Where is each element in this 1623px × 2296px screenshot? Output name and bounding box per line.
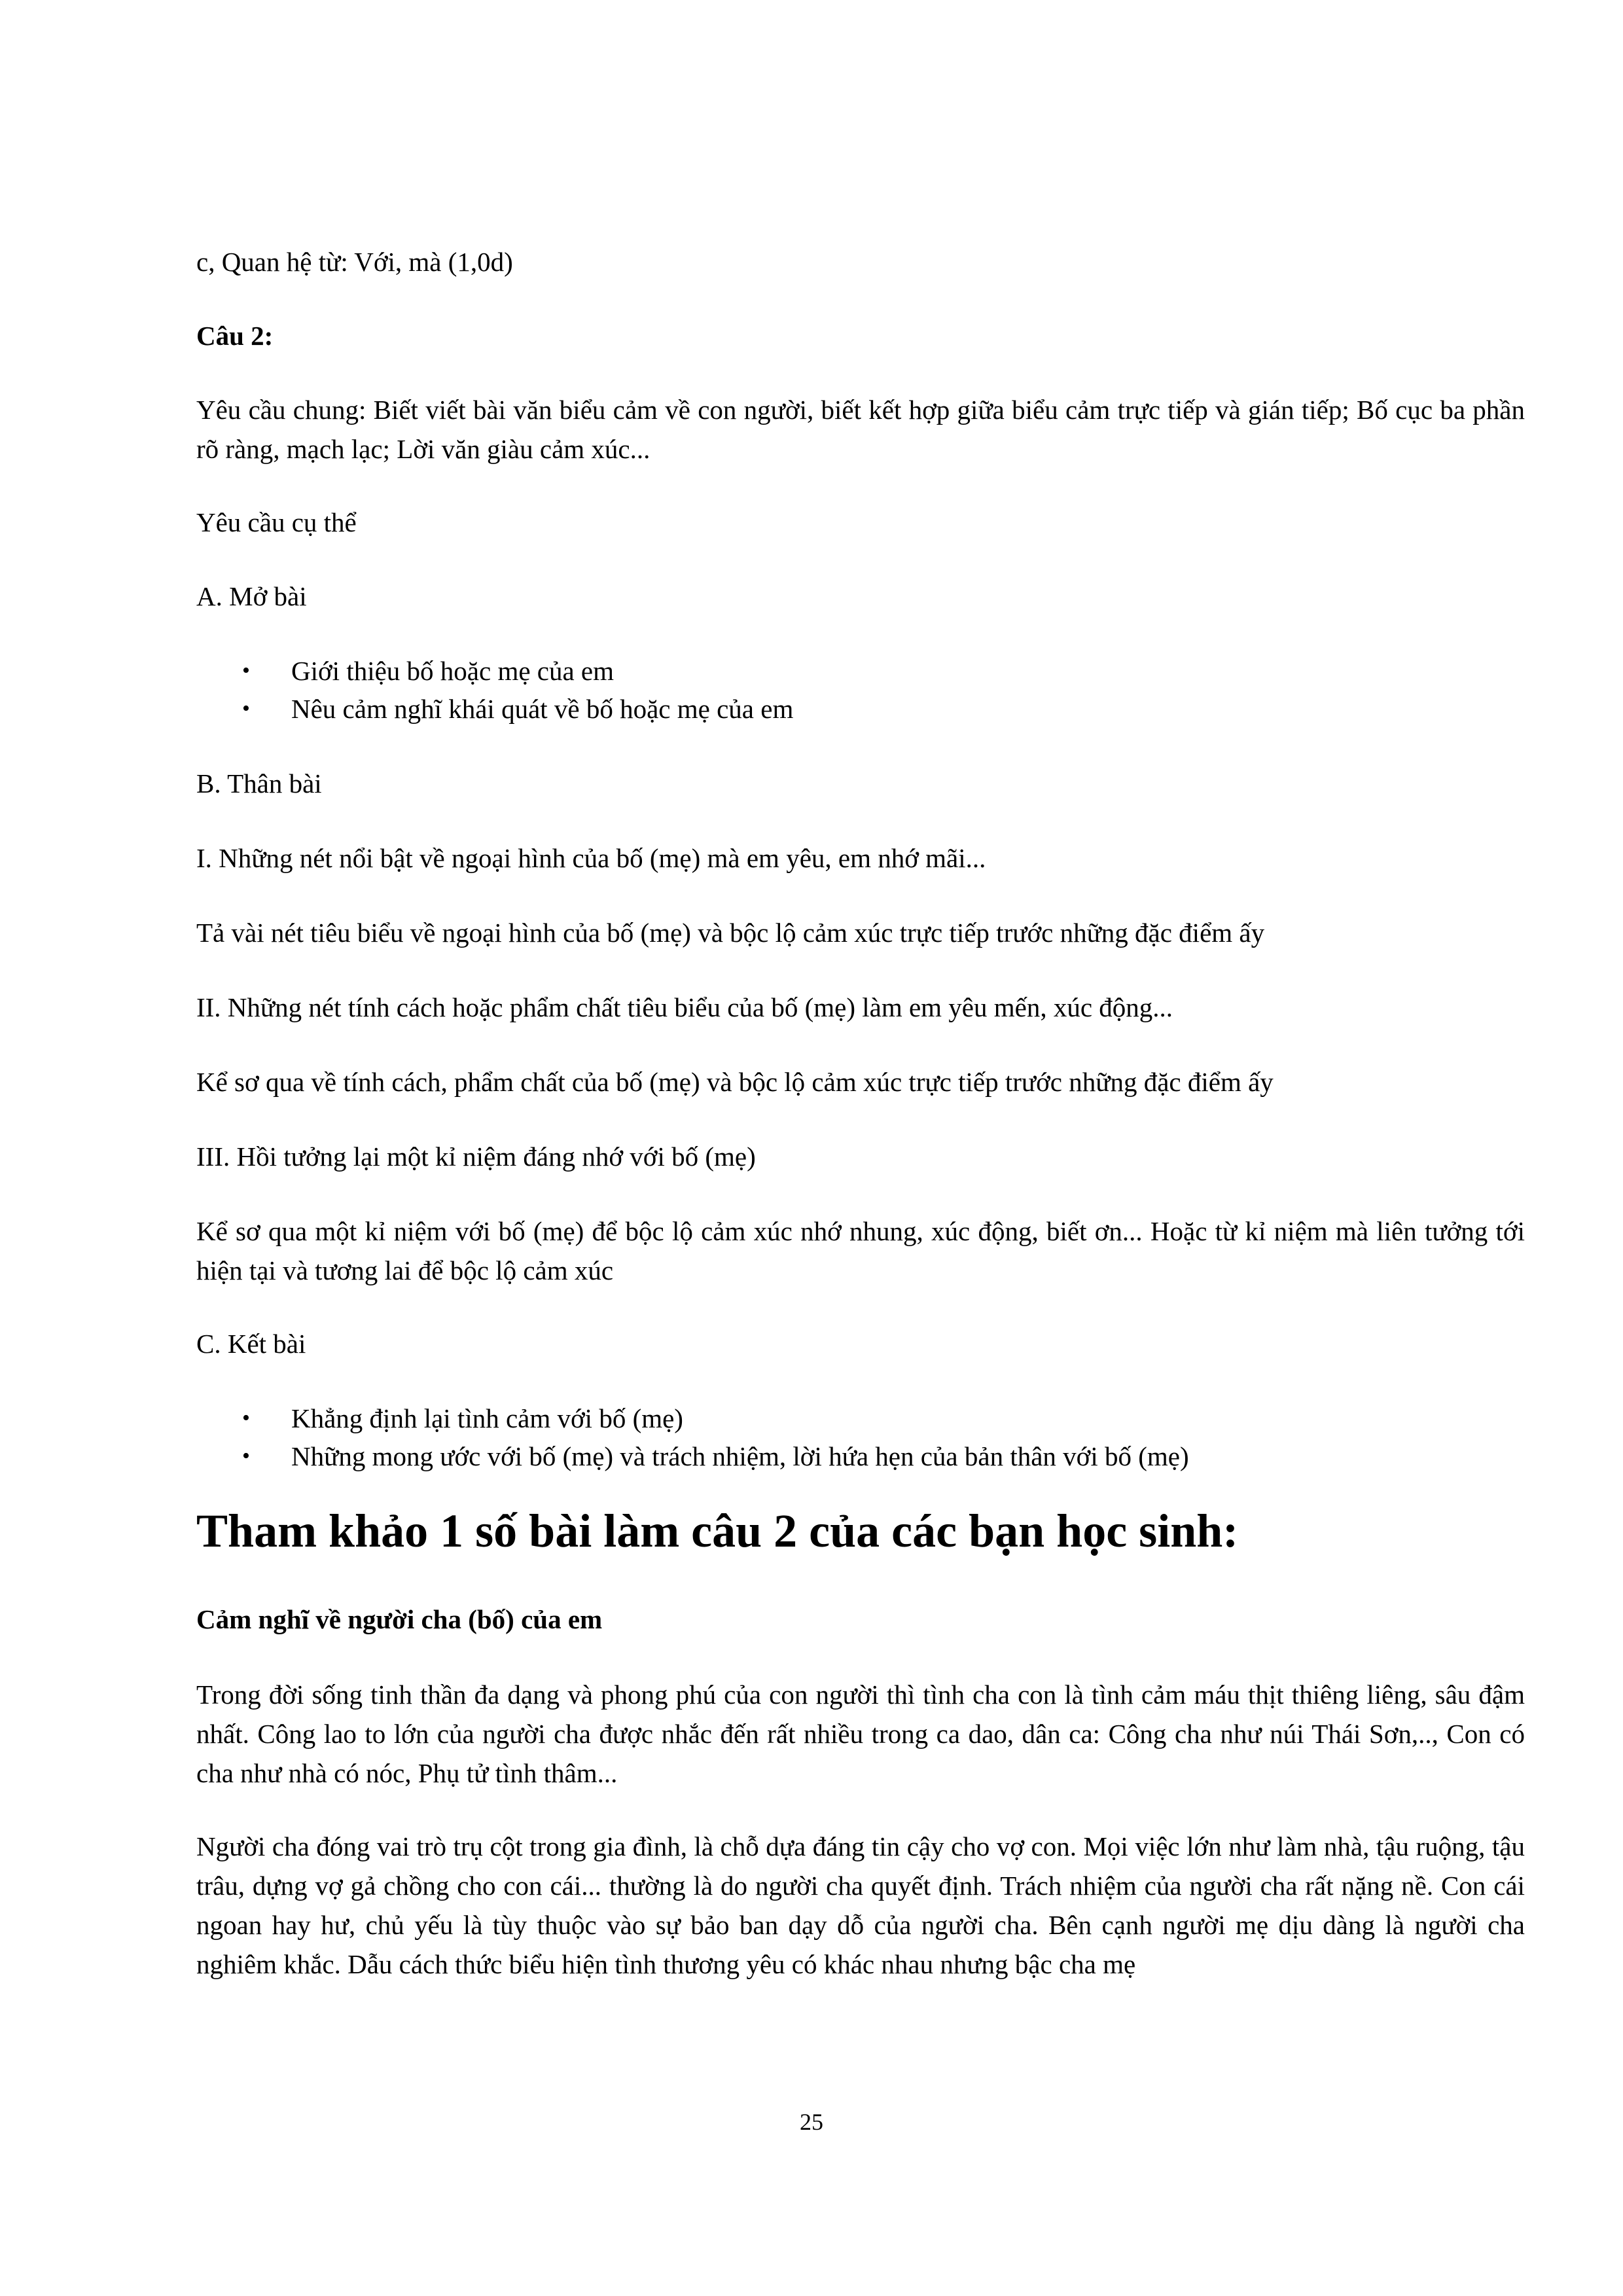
intro-heading: A. Mở bài	[196, 581, 307, 611]
section-1-heading: I. Những nét nổi bật về ngoại hình của bố (mẹ) mà em yêu, em nhớ mãi...	[196, 843, 986, 873]
general-requirements: Yêu cầu chung: Biết viết bài văn biểu cảm về con người, biết kết hợp giữa biểu cảm trực tiếp và gián tiếp; Bố cục ba phần rõ ràng, mạch lạc; Lời văn giàu cảm xúc...	[196, 395, 1525, 464]
page-number: 25	[800, 2109, 823, 2135]
list-item: • Giới thiệu bố hoặc mẹ của em	[291, 652, 1525, 690]
bullet-icon: •	[242, 658, 250, 683]
answer-c-line: c, Quan hệ từ: Với, mà (1,0d)	[196, 247, 513, 277]
list-item: • Khẳng định lại tình cảm với bố (mẹ)	[291, 1399, 1525, 1437]
page-content	[196, 242, 1525, 1984]
reference-heading: Tham khảo 1 số bài làm câu 2 của các bạn học sinh:	[196, 1505, 1239, 1557]
bullet-icon: •	[242, 1444, 250, 1468]
conclusion-bullet-list	[196, 1399, 1525, 1475]
intro-bullet-list	[196, 652, 1525, 728]
essay-paragraph-2: Người cha đóng vai trò trụ cột trong gia đình, là chỗ dựa đáng tin cậy cho vợ con. Mọi việc lớn như làm nhà, tậu ruộng, tậu trâu, dựng vợ gả chồng cho con cái... thường là do người cha quyết định. Trách nhiệm của người cha rất nặng nề. Con cái ngoan hay hư, chủ yếu là tùy thuộc vào sự bảo ban dạy dỗ của người cha. Bên cạnh người mẹ dịu dàng là người cha nghiêm khắc. Dẫu cách thức biểu hiện tình thương yêu có khác nhau nhưng bậc cha mẹ	[196, 1831, 1525, 1979]
section-1-detail: Tả vài nét tiêu biểu về ngoại hình của bố (mẹ) và bộc lộ cảm xúc trực tiếp trước những đặc điểm ấy	[196, 918, 1265, 948]
list-item: • Những mong ước với bố (mẹ) và trách nhiệm, lời hứa hẹn của bản thân với bố (mẹ)	[291, 1437, 1525, 1475]
essay-title: Cảm nghĩ về người cha (bố) của em	[196, 1604, 603, 1634]
essay-paragraph-1: Trong đời sống tinh thần đa dạng và phong phú của con người thì tình cha con là tình cảm máu thịt thiêng liêng, sâu đậm nhất. Công lao to lớn của người cha được nhắc đến rất nhiều trong ca dao, dân ca: Công cha như núi Thái Sơn,.., Con có cha như nhà có nóc, Phụ tử tình thâm...	[196, 1679, 1525, 1788]
question-2-label: Câu 2:	[196, 321, 274, 351]
section-2-detail: Kể sơ qua về tính cách, phẩm chất của bố (mẹ) và bộc lộ cảm xúc trực tiếp trước những đặc điểm ấy	[196, 1067, 1274, 1097]
section-2-heading: II. Những nét tính cách hoặc phẩm chất tiêu biểu của bố (mẹ) làm em yêu mến, xúc động...	[196, 992, 1173, 1022]
body-heading: B. Thân bài	[196, 768, 322, 798]
section-3-detail: Kể sơ qua một kỉ niệm với bố (mẹ) để bộc lộ cảm xúc nhớ nhung, xúc động, biết ơn... Hoặc từ kỉ niệm mà liên tưởng tới hiện tại và tương lai để bộc lộ cảm xúc	[196, 1216, 1525, 1285]
bullet-icon: •	[242, 1406, 250, 1430]
section-3-heading: III. Hồi tưởng lại một kỉ niệm đáng nhớ với bố (mẹ)	[196, 1141, 756, 1172]
list-item: • Nêu cảm nghĩ khái quát về bố hoặc mẹ của em	[291, 690, 1525, 728]
specific-requirements: Yêu cầu cụ thể	[196, 507, 357, 537]
bullet-icon: •	[242, 696, 250, 721]
conclusion-heading: C. Kết bài	[196, 1329, 306, 1359]
